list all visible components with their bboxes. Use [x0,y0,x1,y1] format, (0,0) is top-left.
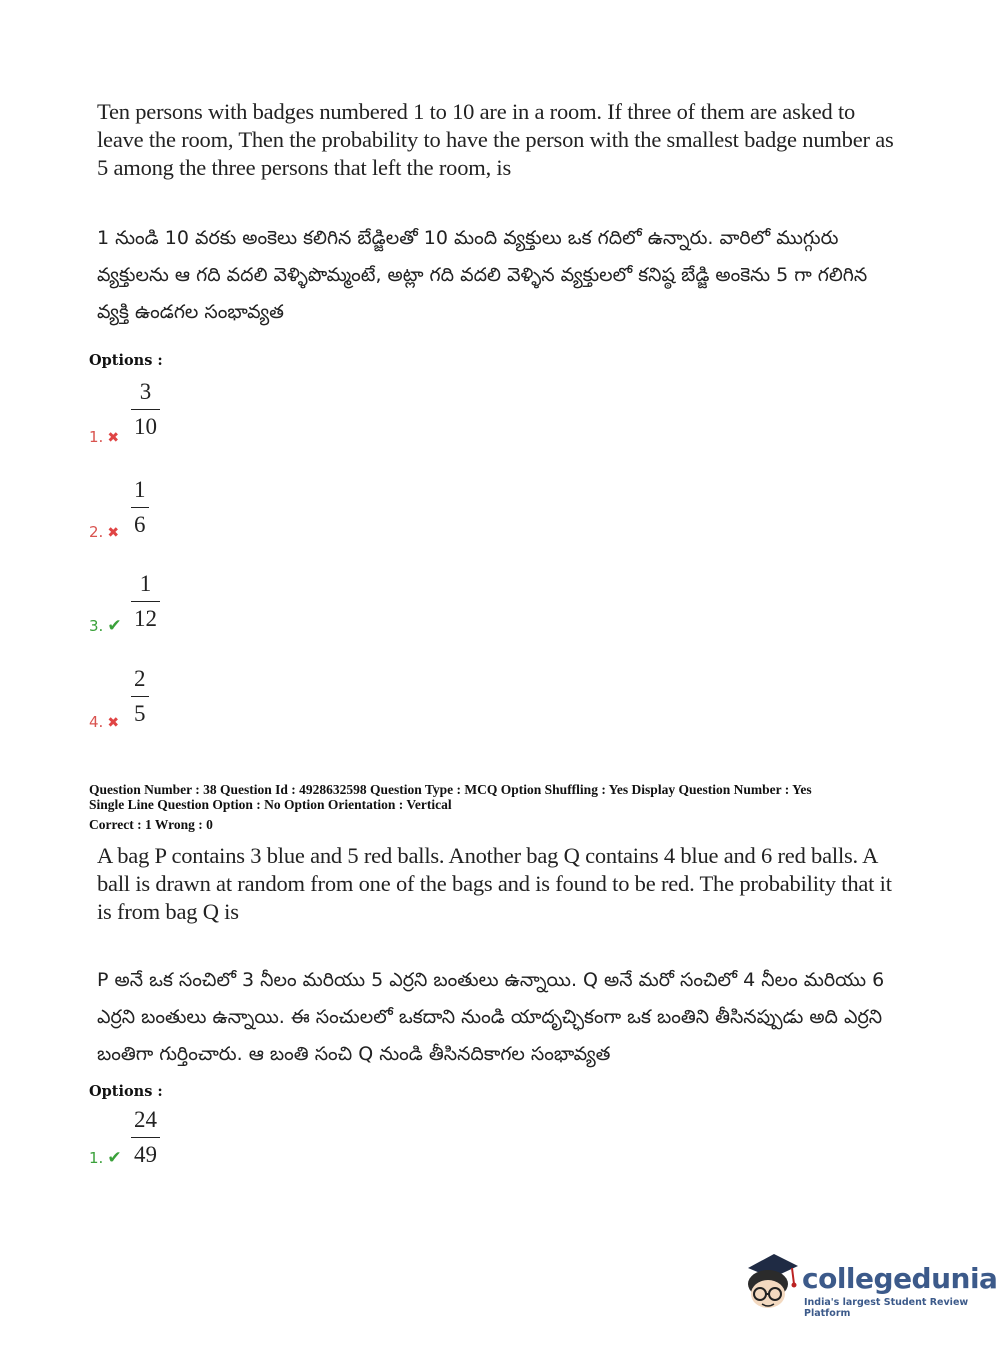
question-meta-line-1: Question Number : 38 Question Id : 4928632598 Question Type : MCQ Option Shuffling : Yes Display Question Number : Yes [89,782,812,797]
question-meta-line-2: Single Line Question Option : No Option Orientation : Vertical [89,797,452,812]
check-icon: ✔ [107,616,122,636]
wrong-icon: ✖ [107,525,120,541]
fraction-numerator: 1 [139,571,152,596]
options-label: Options : [89,1083,163,1100]
fraction-numerator: 2 [134,666,146,691]
option-3-fraction [131,570,160,633]
wrong-icon: ✖ [107,430,120,446]
collegedunia-tagline: India's largest Student Review Platform [804,1297,969,1319]
option-2[interactable] [89,523,119,542]
fraction-denominator: 10 [134,414,157,439]
fraction-numerator: 1 [134,477,146,502]
fraction-bar [131,507,149,508]
wrong-icon: ✖ [107,715,120,731]
option-4[interactable] [89,713,119,732]
fraction-denominator: 6 [134,512,146,537]
fraction-numerator: 3 [139,379,152,404]
fraction-bar [131,1137,160,1138]
fraction-bar [131,696,149,697]
option-1[interactable] [89,428,119,447]
collegedunia-mascot-icon [740,1250,802,1312]
fraction-denominator: 12 [134,606,157,631]
fraction-bar [131,409,160,410]
option-number: 4. [89,713,104,731]
question-text-telugu: 1 నుండి 10 వరకు అంకెలు కలిగిన బేడ్జిలతో 10 మంది వ్యక్తులు ఒక గదిలో ఉన్నారు. వారిలో ముగ్గురు వ్యక్తులను ఆ గది వదలి వెళ్ళిపొమ్మంటే, అట్లా గది వదలి వెళ్ళిన వ్యక్తులలో కనిష్ఠ బేడ్జి అంకెను 5 గా గలిగిన వ్యక్తి ఉండగల సంభావ్యత [97,227,868,323]
fraction-numerator: 24 [134,1107,157,1132]
option-4-fraction [131,665,149,728]
check-icon: ✔ [107,1148,122,1168]
question-text-english: Ten persons with badges numbered 1 to 10 are in a room. If three of them are asked to leave the room, Then the probability to have the person with the smallest badge number as 5 among the three persons that left the room, is [97,99,894,180]
option-number: 2. [89,523,104,541]
option-number: 1. [89,428,104,446]
option-1-fraction [131,1106,160,1169]
option-number: 1. [89,1149,104,1167]
question-text-telugu: P అనే ఒక సంచిలో 3 నీలం మరియు 5 ఎర్రని బంతులు ఉన్నాయి. Q అనే మరో సంచిలో 4 నీలం మరియు 6 ఎర్రని బంతులు ఉన్నాయి. ఈ సంచులలో ఒకదాని నుండి యాదృచ్ఛికంగా ఒక బంతిని తీసినప్పుడు అది ఎర్రని బంతిగా గుర్తించారు. ఆ బంతి సంచి Q నుండి తీసినదికాగల సంభావ్యత [97,969,885,1065]
fraction-bar [131,601,160,602]
question-text-english: A bag P contains 3 blue and 5 red balls. Another bag Q contains 4 blue and 6 red balls. A ball is drawn at random from one of the bags and is found to be red. The probability that it is from bag Q is [97,843,892,924]
option-number: 3. [89,617,104,635]
fraction-denominator: 5 [134,701,146,726]
option-2-fraction [131,476,149,539]
fraction-denominator: 49 [134,1142,157,1167]
option-1[interactable] [89,1148,122,1168]
question-meta-line-3: Correct : 1 Wrong : 0 [89,817,213,832]
collegedunia-logo-text: collegedunia [802,1262,998,1295]
option-3[interactable] [89,616,122,636]
options-label: Options : [89,352,163,369]
option-1-fraction [131,378,160,441]
